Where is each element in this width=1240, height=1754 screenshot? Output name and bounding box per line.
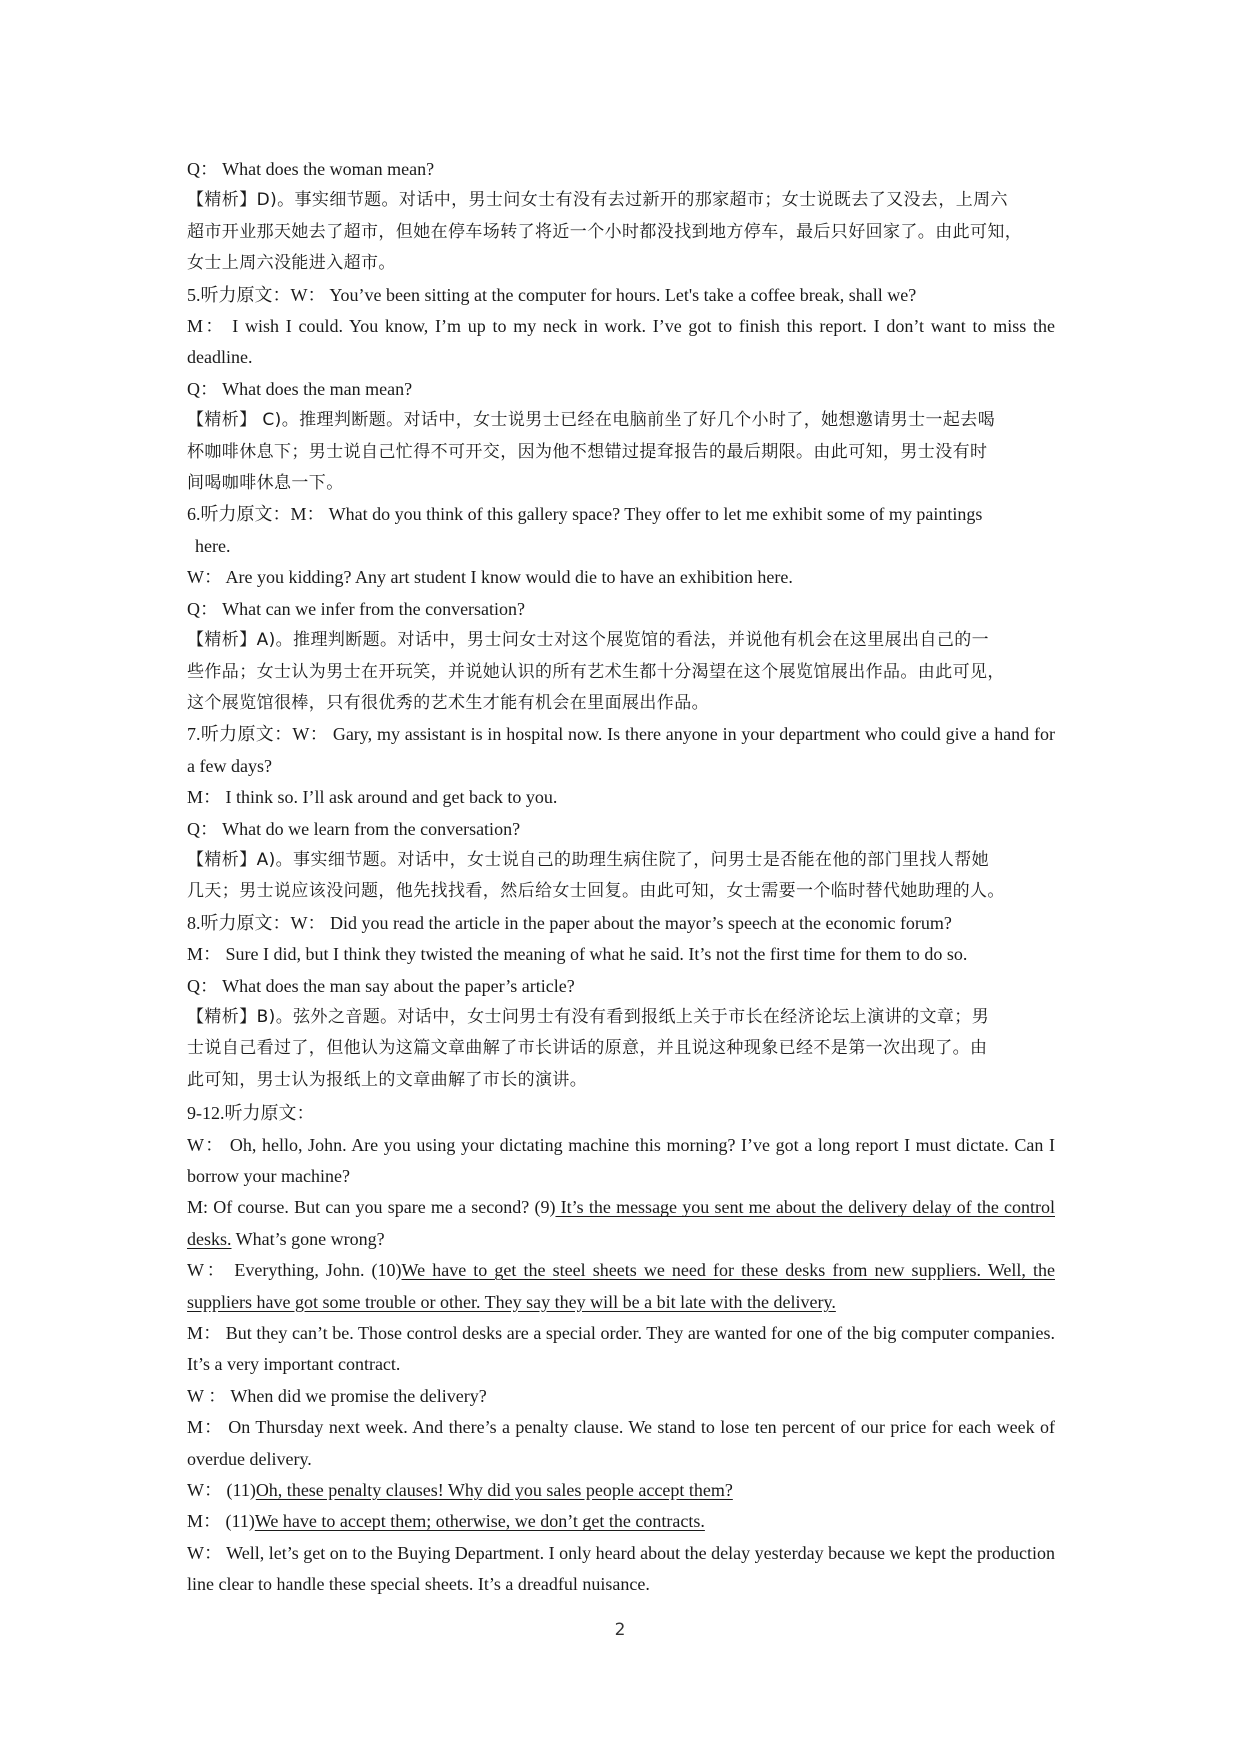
dialogue-line: W： Oh, hello, John. Are you using your dictating machine this morning? I’ve got a long report I must dictate. Can I borrow your machine? (187, 1134, 1055, 1186)
analysis-line: 这个展览馆很棒，只有很优秀的艺术生才能有机会在里面展出作品。 (187, 692, 709, 713)
analysis-line: 【精析】A)。事实细节题。对话中，女士说自己的助理生病住院了，问男士是否能在他的部门里找人帮她 (187, 849, 990, 870)
dialogue-line (187, 1506, 1055, 1537)
dialogue-line (187, 1255, 1055, 1318)
transcript-8-man: M： Sure I did, but I think they twisted the meaning of what he said. It’s not the first time for them to do so. (187, 944, 968, 965)
dialogue-line: W ： When did we promise the delivery? (187, 1385, 487, 1406)
transcript-6-man (187, 499, 1055, 562)
analysis-5 (187, 405, 1055, 499)
document-body (187, 154, 1055, 1601)
dialogue-line (187, 1192, 1055, 1255)
analysis-line: 超市开业那天她去了超市，但她在停车场转了将近一个小时都没找到地方停车，最后只好回家了。由此可知， (187, 221, 1023, 242)
transcript-7-man: M： I think so. I’ll ask around and get back to you. (187, 787, 558, 808)
analysis-line: 杯咖啡休息下；男士说自己忙得不可开交，因为他不想错过提耷报告的最后期限。由此可知，男士没有时 (187, 441, 988, 462)
transcript-5-woman: 5.听力原文：W： You’ve been sitting at the computer for hours. Let's take a coffee break, shall we? (187, 284, 917, 305)
underlined-answer: Oh, these penalty clauses! Why did you sales people accept them? (255, 1480, 733, 1501)
dialogue-line: M： But they can’t be. Those control desks are a special order. They are wanted for one of the big computer companies. It’s a very important contract. (187, 1323, 1055, 1375)
dialogue-line: M： On Thursday next week. And there’s a penalty clause. We stand to lose ten percent of our price for each week of overdue delivery. (187, 1417, 1055, 1469)
analysis-line: 女士上周六没能进入超市。 (187, 253, 396, 274)
transcript-line: here. (195, 535, 231, 556)
analysis-line: 【精析】D)。事实细节题。对话中，男士问女士有没有去过新开的那家超市；女士说既去了又没去，上周六 (187, 190, 1008, 211)
analysis-line: 【精析】 C)。推理判断题。对话中，女士说男士已经在电脑前坐了好几个小时了，她想邀请男士一起去喝 (187, 410, 996, 431)
transcript-6-woman: W： Are you kidding? Any art student I know would die to have an exhibition here. (187, 567, 793, 588)
dialogue-prefix: W： (11) (187, 1480, 256, 1501)
analysis-6 (187, 625, 1055, 719)
dialogue-prefix: M: Of course. But can you spare me a second? (9) (187, 1197, 556, 1218)
question-5: Q： What does the man mean? (187, 378, 413, 399)
analysis-line: 些作品；女士认为男士在开玩笑，并说她认识的所有艺术生都十分渴望在这个展览馆展出作品。由此可见， (187, 661, 1005, 682)
dialogue-prefix: M： (11) (187, 1511, 255, 1532)
underlined-answer: We have to get the steel sheets we need for these desks from new suppliers. Well, the suppliers have got some trouble or other. They say they will be a bit late with the delivery. (187, 1260, 1055, 1312)
dialogue-line (187, 1475, 1055, 1506)
question-6: Q： What can we infer from the conversation? (187, 598, 526, 619)
dialogue-line: W： Well, let’s get on to the Buying Department. I only heard about the delay yesterday because we kept the production line clear to handle these special sheets. It’s a dreadful nuisance. (187, 1542, 1055, 1595)
analysis-line: 间喝咖啡休息一下。 (187, 473, 344, 494)
underlined-answer: We have to accept them; otherwise, we don’t get the contracts. (254, 1511, 705, 1532)
analysis-4 (187, 185, 1055, 279)
analysis-line: 士说自己看过了，但他认为这篇文章曲解了市长讲话的原意，并且说这种现象已经不是第一次出现了。由 (187, 1038, 988, 1059)
analysis-line: 几天；男士说应该没问题，他先找找看，然后给女士回复。由此可知，女士需要一个临时替代她助理的人。 (187, 881, 1005, 902)
dialogue-suffix: What’s gone wrong? (231, 1228, 385, 1249)
question-7: Q： What do we learn from the conversation? (187, 818, 521, 839)
dialogue-prefix: W： Everything, John. (10) (187, 1260, 402, 1281)
transcript-line: 6.听力原文：M： What do you think of this gallery space? They offer to let me exhibit some of my paintings (187, 504, 983, 525)
analysis-7 (187, 845, 1055, 908)
analysis-8 (187, 1002, 1055, 1096)
page-number: 2 (614, 1620, 626, 1640)
transcript-8-woman: 8.听力原文：W： Did you read the article in the paper about the mayor’s speech at the economic forum? (187, 912, 952, 933)
analysis-line: 此可知，男士认为报纸上的文章曲解了市长的演讲。 (187, 1069, 588, 1090)
transcript-5-man: M： I wish I could. You know, I’m up to my neck in work. I’ve got to finish this report. I don’t want to miss the deadline. (187, 316, 1055, 368)
question-8: Q： What does the man say about the paper’s article? (187, 975, 575, 996)
transcript-7-woman: 7.听力原文：W： Gary, my assistant is in hospital now. Is there anyone in your department who could give a hand for a few days? (187, 724, 1055, 776)
analysis-line: 【精析】B)。弦外之音题。对话中，女士问男士有没有看到报纸上关于市长在经济论坛上演讲的文章；男 (187, 1006, 990, 1027)
question-4: Q： What does the woman mean? (187, 159, 435, 179)
analysis-line: 【精析】A)。推理判断题。对话中，男士问女士对这个展览馆的看法，并说他有机会在这里展出自己的一 (187, 630, 990, 651)
underlined-answer: It’s the message you sent me about the delivery delay of the control desks. (187, 1197, 1055, 1249)
transcript-9-12-heading: 9-12.听力原文： (187, 1103, 315, 1124)
